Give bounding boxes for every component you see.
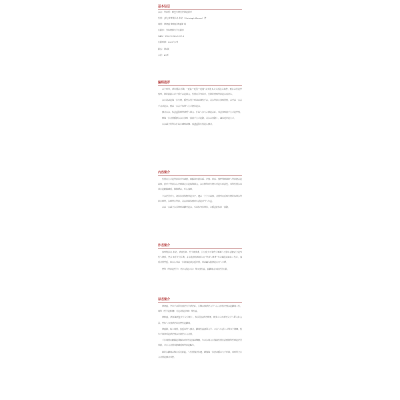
section-title: 内容简介 <box>158 170 171 174</box>
section-title: 基本信息 <box>158 4 171 8</box>
editor-recommendation-section <box>158 80 242 129</box>
paragraph: 张贤丽，毕业于北京外国语大学德语系，长期从事德语文学与人文社科类图书的翻译工作，译有《哲学的慰藉》《漫步者的沉思》等作品。 <box>158 306 243 314</box>
paragraph: 全书语言平实，却处处闪现智慧的光芒。通过一个个小故事，读者可以看到大师们如何在行走中思考，在思考中行走，并由此获得面对生活的勇气与力量。 <box>158 195 243 203</box>
section-divider <box>158 9 242 10</box>
basic-info-section <box>158 4 242 61</box>
info-line: ISBN：978-7-5760-1227-5 <box>158 36 185 39</box>
section-divider <box>158 85 242 86</box>
section-divider <box>158 302 242 303</box>
section-title: 编辑推荐 <box>158 80 171 84</box>
section-divider <box>158 248 242 249</box>
translator-intro-section <box>158 297 242 362</box>
paragraph: 阅读本书，你会重新思考速度与意义、忙碌与充实之间的关系，也会找到属于自己的节奏。 <box>162 111 243 114</box>
paragraph: 她们在翻译过程中反复推敲，与作者保持沟通，确保每一处表达都忠实于原意，同时符合中文读者的阅读习惯。 <box>158 351 243 359</box>
paragraph: 本书适合所有在忙碌中感到迷惘、希望重新出发的人阅读。 <box>162 124 215 127</box>
info-line: 定价：49元 <box>158 54 169 57</box>
info-line: 作者：[德] 克里斯托弗·维诺（Christoph Werner）著 <box>158 18 207 21</box>
section-title: 作者简介 <box>158 243 171 247</box>
paragraph: 张丽妮，独立译者，热爱旅行与阅读，翻译作品涵盖文学、艺术与生活方式等多个领域，致力于将优秀的德语图书介绍给中文读者。 <box>158 328 243 337</box>
paragraph: 书中讲述的每一位大师，都曾在某个时刻选择慢下来，并在行走中找到答案。这不是一本关于成功的书，而是一本关于如何与自己相处的书。 <box>158 100 243 108</box>
info-line: 译者：张贤丽 张继丽 张丽妮 译 <box>158 24 186 27</box>
author-intro-section <box>158 243 242 274</box>
paragraph: 三位译者以细腻的笔触和对原作的深刻理解，力求在译文中保留作者朴素而富有哲思的语言风格，让中文读者也能感受到行走的魅力。 <box>158 340 243 348</box>
paragraph: 张继丽，德国海德堡大学文学硕士，现任高校德语教师，研究方向为德语文学与跨文化交流，曾参与多部德语经典著作的翻译。 <box>158 317 242 325</box>
paragraph: 克里斯托弗·维诺，德国作家、哲学研究者，长年致力于将哲学思想与日常生活相结合的写作与研究。曾在多所大学任教，并在欧洲各地举办以“行走与思考”为主题的讲座和工作坊，深受读者喜爱。他本人也是一位资深的徒步爱好者，足迹遍布欧洲的山川与小道。 <box>158 252 242 265</box>
paragraph: 著有《行走的哲学》《慢生活的艺术》等多部作品，被翻译成多种语言出版。 <box>162 268 230 271</box>
info-line: 书名：行走着：那些大师带给我的启示 <box>158 12 193 14</box>
content-intro-section <box>158 170 242 212</box>
paragraph: 愿每一位读者都能在书中找到一段属于自己的路，并在这条路上，遇见更好的自己。 <box>162 118 237 121</box>
section-divider <box>158 175 242 176</box>
info-line: 出版时间：2021年7月 <box>158 42 179 45</box>
paragraph: 作者以自己的行走经历为线索，串联起苏格拉底、卢梭、尼采、梭罗等思想家与行走相关的故事，展示了行走在人类思想史中的独特意义。书中既有对大师生平的生动描绘，也有作者在旅途中的细腻感受，娓娓道来，引人深思。 <box>158 179 243 192</box>
info-line: 版次：第1版 <box>158 48 170 51</box>
paragraph: 这是一本适合在任何时刻翻开的书，无论你身处何处，它都会陪你走一段路。 <box>162 207 231 210</box>
section-title: 译者简介 <box>158 297 171 301</box>
info-line: 出版社：华东师范大学出版社 <box>158 30 185 33</box>
paragraph: 这个时代，我们都在奔跑，“更快”“更高”“更强”成为很多人生活的主旋律，而在这样的节奏里，我们渐渐忘记了停下来的意义。作者以亲身经历，带我们回到行走的本真状态。 <box>158 89 242 97</box>
